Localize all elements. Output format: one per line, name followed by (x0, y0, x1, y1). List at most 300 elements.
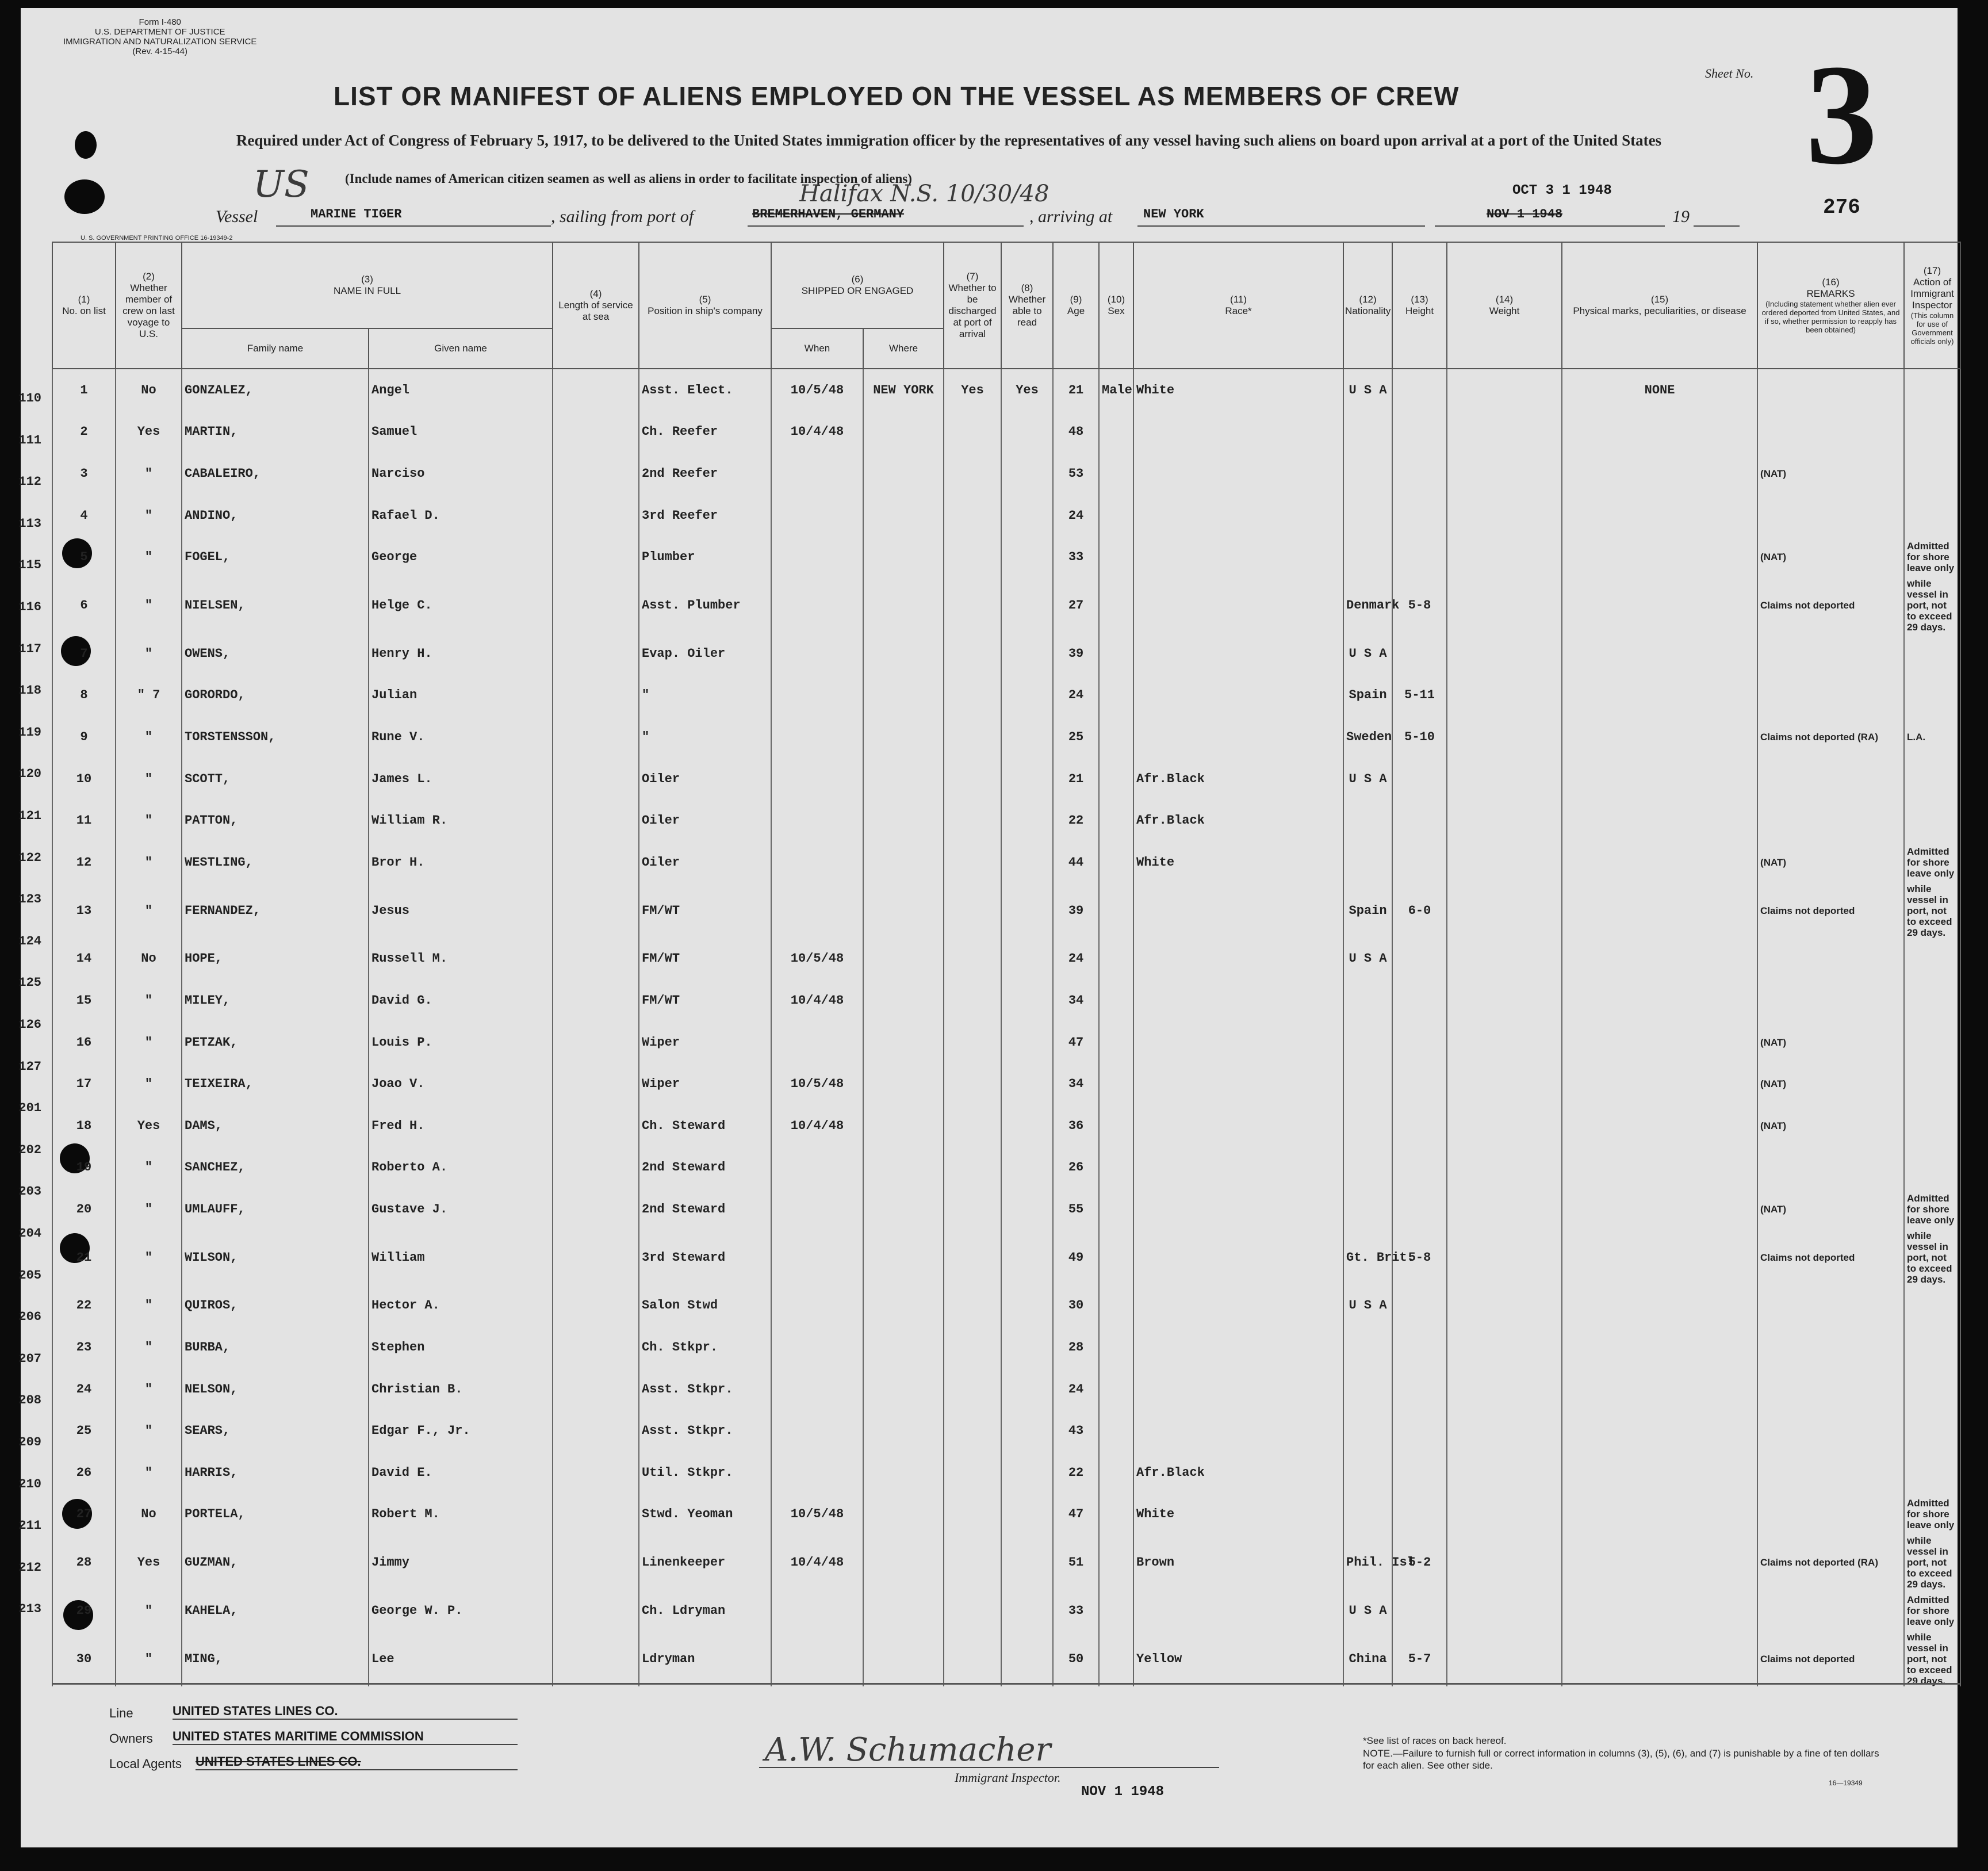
margin-reference-number: 123 (18, 892, 41, 907)
family-name-cell: NIELSEN, (182, 578, 369, 633)
age-cell: 24 (1053, 1368, 1099, 1410)
nationality-cell: Spain (1343, 675, 1392, 717)
race-cell (1133, 411, 1343, 453)
race-cell (1133, 633, 1343, 675)
age-cell: 51 (1053, 1535, 1099, 1590)
read-cell (1001, 716, 1053, 758)
physical-marks-cell (1562, 578, 1757, 633)
read-cell (1001, 1326, 1053, 1368)
shipped-when-cell (771, 633, 863, 675)
crew-row (52, 1285, 1960, 1327)
crew-row (52, 1368, 1960, 1410)
inspector-action-cell: while vessel in port, not to exceed 29 days. (1904, 1632, 1960, 1686)
shipped-when-cell (771, 883, 863, 938)
weight-cell (1447, 1230, 1562, 1285)
read-cell (1001, 1632, 1053, 1686)
physical-marks-cell (1562, 1590, 1757, 1632)
col-position: (5) Position in ship's company (639, 242, 771, 369)
inspector-action-cell: while vessel in port, not to exceed 29 days. (1904, 1230, 1960, 1285)
margin-reference-number: 112 (18, 475, 41, 489)
inspector-action-cell: while vessel in port, not to exceed 29 days. (1904, 578, 1960, 633)
crew-row (52, 841, 1960, 883)
crew-row (52, 799, 1960, 841)
weight-cell (1447, 1494, 1562, 1536)
height-cell: 6-0 (1392, 883, 1447, 938)
inspector-action-cell (1904, 799, 1960, 841)
margin-reference-number: 212 (18, 1560, 41, 1575)
service-length-cell (553, 411, 639, 453)
vessel-label: Vessel (216, 207, 258, 226)
sheet-no-label: Sheet No. (1705, 66, 1754, 81)
crew-row (52, 411, 1960, 453)
row-number: 20 (52, 1188, 116, 1230)
shipped-where-cell (863, 1230, 944, 1285)
shipped-when-cell: 10/4/48 (771, 411, 863, 453)
given-name-cell: Christian B. (369, 1368, 553, 1410)
race-cell (1133, 938, 1343, 980)
weight-cell (1447, 1632, 1562, 1686)
height-cell (1392, 1326, 1447, 1368)
height-cell (1392, 1021, 1447, 1063)
race-cell (1133, 979, 1343, 1021)
sex-cell (1099, 536, 1133, 578)
row-number: 30 (52, 1632, 116, 1686)
crew-row (52, 453, 1960, 495)
remarks-cell (1757, 1326, 1904, 1368)
physical-marks-cell (1562, 1494, 1757, 1536)
nationality-cell: Spain (1343, 883, 1392, 938)
remarks-cell: (NAT) (1757, 841, 1904, 883)
shipped-where-cell (863, 495, 944, 537)
discharge-cell: Yes (944, 369, 1001, 411)
physical-marks-cell (1562, 979, 1757, 1021)
col-given-name: Given name (369, 328, 553, 369)
shipped-where-cell (863, 1590, 944, 1632)
service-length-cell (553, 938, 639, 980)
remarks-cell (1757, 979, 1904, 1021)
sex-cell (1099, 1063, 1133, 1105)
inspector-action-cell (1904, 369, 1960, 411)
given-name-cell: Narciso (369, 453, 553, 495)
inspector-action-cell (1904, 411, 1960, 453)
shipped-where-cell (863, 799, 944, 841)
given-name-cell: Bror H. (369, 841, 553, 883)
age-cell: 48 (1053, 411, 1099, 453)
height-cell: 5-2 (1392, 1535, 1447, 1590)
margin-reference-number: 116 (18, 600, 41, 614)
read-cell (1001, 633, 1053, 675)
discharge-cell (944, 633, 1001, 675)
inspector-action-cell (1904, 1368, 1960, 1410)
weight-cell (1447, 411, 1562, 453)
given-name-cell: Helge C. (369, 578, 553, 633)
position-cell: Wiper (639, 1063, 771, 1105)
inspector-action-cell: while vessel in port, not to exceed 29 days. (1904, 883, 1960, 938)
family-name-cell: TORSTENSSON, (182, 716, 369, 758)
inspector-action-cell: Admitted for shore leave only (1904, 536, 1960, 578)
given-name-cell: Stephen (369, 1326, 553, 1368)
height-cell (1392, 758, 1447, 800)
nationality-cell (1343, 1368, 1392, 1410)
remarks-cell: Claims not deported (1757, 1230, 1904, 1285)
height-cell (1392, 938, 1447, 980)
read-cell (1001, 1063, 1053, 1105)
inspector-action-cell (1904, 495, 1960, 537)
sex-cell (1099, 716, 1133, 758)
race-cell (1133, 1590, 1343, 1632)
nationality-cell (1343, 1021, 1392, 1063)
arriving-port-field (1137, 207, 1425, 227)
remarks-cell (1757, 675, 1904, 717)
age-cell: 49 (1053, 1230, 1099, 1285)
row-number: 28 (52, 1535, 116, 1590)
physical-marks-cell (1562, 1021, 1757, 1063)
age-cell: 30 (1053, 1285, 1099, 1327)
race-cell (1133, 1368, 1343, 1410)
position-cell: 2nd Steward (639, 1188, 771, 1230)
discharge-cell (944, 938, 1001, 980)
race-cell: Yellow (1133, 1632, 1343, 1686)
nationality-cell: U S A (1343, 758, 1392, 800)
discharge-cell (944, 1105, 1001, 1147)
nationality-cell: U S A (1343, 1590, 1392, 1632)
age-cell: 43 (1053, 1410, 1099, 1452)
age-cell: 33 (1053, 536, 1099, 578)
read-cell (1001, 1410, 1053, 1452)
shipped-where-cell (863, 758, 944, 800)
read-cell (1001, 758, 1053, 800)
discharge-cell (944, 841, 1001, 883)
family-name-cell: SCOTT, (182, 758, 369, 800)
discharge-cell (944, 1535, 1001, 1590)
inspector-action-cell (1904, 1285, 1960, 1327)
sex-cell (1099, 578, 1133, 633)
sex-cell (1099, 883, 1133, 938)
position-cell: Stwd. Yeoman (639, 1494, 771, 1536)
service-length-cell (553, 1105, 639, 1147)
last-voyage-cell: " (116, 1188, 182, 1230)
given-name-cell: Louis P. (369, 1021, 553, 1063)
given-name-cell: Samuel (369, 411, 553, 453)
physical-marks-cell (1562, 1063, 1757, 1105)
shipped-when-cell (771, 1590, 863, 1632)
margin-reference-number: 205 (18, 1268, 41, 1283)
given-name-cell: Rune V. (369, 716, 553, 758)
race-cell (1133, 675, 1343, 717)
remarks-cell (1757, 1147, 1904, 1189)
row-number: 6 (52, 578, 116, 633)
row-number: 14 (52, 938, 116, 980)
nationality-cell: U S A (1343, 938, 1392, 980)
family-name-cell: SANCHEZ, (182, 1147, 369, 1189)
position-cell: Asst. Stkpr. (639, 1410, 771, 1452)
sex-cell (1099, 1590, 1133, 1632)
margin-reference-number: 127 (18, 1059, 41, 1074)
row-number: 21 (52, 1230, 116, 1285)
sailing-port-handwritten: Halifax N.S. 10/30/48 (799, 181, 1049, 207)
last-voyage-cell: " 7 (116, 675, 182, 717)
col-last-voyage: (2) Whether member of crew on last voyage to U.S. (116, 242, 182, 369)
service-length-cell (553, 1063, 639, 1105)
physical-marks-cell (1562, 1230, 1757, 1285)
physical-marks-cell: NONE (1562, 369, 1757, 411)
shipped-when-cell (771, 1230, 863, 1285)
race-cell (1133, 1326, 1343, 1368)
year-field (1694, 207, 1740, 227)
last-voyage-cell: " (116, 1285, 182, 1327)
given-name-cell: Roberto A. (369, 1147, 553, 1189)
crew-row (52, 1230, 1960, 1285)
shipped-where-cell (863, 1452, 944, 1494)
position-cell: Plumber (639, 536, 771, 578)
physical-marks-cell (1562, 883, 1757, 938)
remarks-cell (1757, 369, 1904, 411)
last-voyage-cell: " (116, 799, 182, 841)
age-cell: 47 (1053, 1021, 1099, 1063)
vessel-name: MARINE TIGER (311, 207, 402, 221)
row-number: 26 (52, 1452, 116, 1494)
col-remarks: (16) REMARKS (Including statement whether alien ever ordered deported from United States, and if so, whether permission to reapply has been obtained) (1757, 242, 1904, 369)
physical-marks-cell (1562, 841, 1757, 883)
given-name-cell: Jimmy (369, 1535, 553, 1590)
crew-row (52, 1632, 1960, 1686)
row-number: 25 (52, 1410, 116, 1452)
col-able-to-read: (8) Whether able to read (1001, 242, 1053, 369)
family-name-cell: UMLAUFF, (182, 1188, 369, 1230)
race-cell: White (1133, 841, 1343, 883)
read-cell (1001, 675, 1053, 717)
penalty-note: NOTE.—Failure to furnish full or correct information in columns (3), (5), (6), and (7) is punishable by a fine of ten dollars for each alien. See other side. (1363, 1748, 1879, 1771)
col-height: (13) Height (1392, 242, 1447, 369)
family-name-cell: FOGEL, (182, 536, 369, 578)
remarks-cell (1757, 1494, 1904, 1536)
service-length-cell (553, 578, 639, 633)
col-when: When (771, 328, 863, 369)
race-cell (1133, 1188, 1343, 1230)
inspector-action-cell (1904, 453, 1960, 495)
sex-cell: Male (1099, 369, 1133, 411)
shipped-when-cell (771, 799, 863, 841)
physical-marks-cell (1562, 1285, 1757, 1327)
family-name-cell: MARTIN, (182, 411, 369, 453)
crew-row (52, 1147, 1960, 1189)
age-cell: 39 (1053, 883, 1099, 938)
inspector-action-cell: Admitted for shore leave only (1904, 1590, 1960, 1632)
shipped-where-cell (863, 1021, 944, 1063)
physical-marks-cell (1562, 1632, 1757, 1686)
age-cell: 50 (1053, 1632, 1099, 1686)
printing-office-code: U. S. GOVERNMENT PRINTING OFFICE 16-19349-2 (81, 235, 233, 242)
given-name-cell: Russell M. (369, 938, 553, 980)
margin-reference-number: 126 (18, 1017, 41, 1032)
col-no-on-list: (1) No. on list (52, 242, 116, 369)
nationality-cell (1343, 841, 1392, 883)
service-length-cell (553, 1410, 639, 1452)
shipped-when-cell (771, 675, 863, 717)
discharge-cell (944, 799, 1001, 841)
margin-reference-number: 115 (18, 558, 41, 573)
column-number-row (52, 242, 1960, 328)
last-voyage-cell: " (116, 841, 182, 883)
sailing-label: , sailing from port of (551, 207, 694, 226)
remarks-cell: (NAT) (1757, 536, 1904, 578)
height-cell (1392, 799, 1447, 841)
service-length-cell (553, 1535, 639, 1590)
crew-manifest-table (52, 242, 1961, 1686)
read-cell (1001, 1285, 1053, 1327)
shipped-when-cell (771, 1285, 863, 1327)
inspector-action-cell (1904, 675, 1960, 717)
sex-cell (1099, 938, 1133, 980)
sex-cell (1099, 1632, 1133, 1686)
shipped-when-cell (771, 1021, 863, 1063)
race-cell (1133, 1410, 1343, 1452)
inspector-action-cell (1904, 1063, 1960, 1105)
position-cell: Evap. Oiler (639, 633, 771, 675)
row-number: 22 (52, 1285, 116, 1327)
height-cell: 5-8 (1392, 578, 1447, 633)
crew-row (52, 883, 1960, 938)
age-cell: 22 (1053, 1452, 1099, 1494)
races-note: *See list of races on back hereof. (1363, 1735, 1507, 1746)
discharge-cell (944, 1063, 1001, 1105)
family-name-cell: HOPE, (182, 938, 369, 980)
race-cell (1133, 495, 1343, 537)
footer-rule (52, 1683, 1960, 1685)
race-cell: Afr.Black (1133, 799, 1343, 841)
weight-cell (1447, 1063, 1562, 1105)
last-voyage-cell: " (116, 578, 182, 633)
discharge-cell (944, 1285, 1001, 1327)
discharge-cell (944, 979, 1001, 1021)
nationality-cell: U S A (1343, 369, 1392, 411)
crew-row (52, 938, 1960, 980)
physical-marks-cell (1562, 1410, 1757, 1452)
race-cell (1133, 578, 1343, 633)
shipped-where-cell (863, 883, 944, 938)
sex-cell (1099, 1021, 1133, 1063)
discharge-cell (944, 1368, 1001, 1410)
include-notice: (Include names of American citizen seamen as well as aliens in order to facilitate inspection of aliens) (345, 171, 912, 186)
owners-value: UNITED STATES MARITIME COMMISSION (173, 1729, 518, 1745)
family-name-cell: WESTLING, (182, 841, 369, 883)
row-number: 17 (52, 1063, 116, 1105)
margin-reference-number: 207 (18, 1351, 41, 1366)
sex-cell (1099, 1105, 1133, 1147)
nationality-cell: Denmark (1343, 578, 1392, 633)
inspector-stamp-date: NOV 1 1948 (1081, 1784, 1165, 1800)
row-number: 18 (52, 1105, 116, 1147)
nationality-cell: Phil. Isl (1343, 1535, 1392, 1590)
discharge-cell (944, 1410, 1001, 1452)
shipped-where-cell (863, 1285, 944, 1327)
age-cell: 44 (1053, 841, 1099, 883)
remarks-cell (1757, 495, 1904, 537)
given-name-cell: Julian (369, 675, 553, 717)
height-cell (1392, 1063, 1447, 1105)
service-length-cell (553, 1188, 639, 1230)
height-cell (1392, 1147, 1447, 1189)
shipped-when-cell (771, 758, 863, 800)
inspector-action-cell (1904, 979, 1960, 1021)
remarks-cell (1757, 1590, 1904, 1632)
age-cell: 24 (1053, 495, 1099, 537)
given-name-cell: Angel (369, 369, 553, 411)
shipped-where-cell (863, 938, 944, 980)
discharge-cell (944, 1147, 1001, 1189)
family-name-cell: HARRIS, (182, 1452, 369, 1494)
margin-reference-number: 204 (18, 1226, 41, 1241)
arriving-port: NEW YORK (1143, 207, 1204, 221)
position-cell: Oiler (639, 758, 771, 800)
sex-cell (1099, 1147, 1133, 1189)
service-length-cell (553, 495, 639, 537)
sex-cell (1099, 1368, 1133, 1410)
read-cell (1001, 938, 1053, 980)
arriving-label: , arriving at (1029, 207, 1113, 226)
last-voyage-cell: " (116, 758, 182, 800)
given-name-cell: Fred H. (369, 1105, 553, 1147)
nationality-cell (1343, 979, 1392, 1021)
family-name-cell: NELSON, (182, 1368, 369, 1410)
read-cell (1001, 1452, 1053, 1494)
age-cell: 34 (1053, 979, 1099, 1021)
height-cell (1392, 411, 1447, 453)
margin-reference-number: 202 (18, 1142, 41, 1157)
age-cell: 21 (1053, 758, 1099, 800)
margin-reference-number: 211 (18, 1518, 41, 1533)
nationality-cell (1343, 1410, 1392, 1452)
family-name-cell: PETZAK, (182, 1021, 369, 1063)
last-voyage-cell: " (116, 716, 182, 758)
shipped-when-cell (771, 1147, 863, 1189)
service-length-cell (553, 369, 639, 411)
last-voyage-cell: " (116, 1410, 182, 1452)
last-voyage-cell: No (116, 938, 182, 980)
shipped-where-cell: NEW YORK (863, 369, 944, 411)
age-cell: 34 (1053, 1063, 1099, 1105)
position-cell: Linenkeeper (639, 1535, 771, 1590)
race-cell (1133, 453, 1343, 495)
shipped-when-cell (771, 841, 863, 883)
last-voyage-cell: " (116, 453, 182, 495)
height-cell: 5-11 (1392, 675, 1447, 717)
last-voyage-cell: No (116, 369, 182, 411)
service-length-cell (553, 1326, 639, 1368)
read-cell (1001, 1021, 1053, 1063)
given-name-cell: Hector A. (369, 1285, 553, 1327)
position-cell: Asst. Stkpr. (639, 1368, 771, 1410)
race-cell (1133, 1063, 1343, 1105)
inspector-action-cell: while vessel in port, not to exceed 29 days. (1904, 1535, 1960, 1590)
position-cell: Salon Stwd (639, 1285, 771, 1327)
row-number: 29 (52, 1590, 116, 1632)
given-name-cell: Gustave J. (369, 1188, 553, 1230)
inspector-action-cell: L.A. (1904, 716, 1960, 758)
service-length-cell (553, 1494, 639, 1536)
discharge-cell (944, 1590, 1001, 1632)
inspector-action-cell (1904, 1452, 1960, 1494)
service-length-cell (553, 536, 639, 578)
margin-reference-number: 201 (18, 1101, 41, 1116)
given-name-cell: Lee (369, 1632, 553, 1686)
weight-cell (1447, 716, 1562, 758)
margin-reference-number: 111 (18, 433, 41, 447)
discharge-cell (944, 675, 1001, 717)
nationality-cell: Sweden (1343, 716, 1392, 758)
crew-row (52, 1326, 1960, 1368)
service-length-cell (553, 883, 639, 938)
